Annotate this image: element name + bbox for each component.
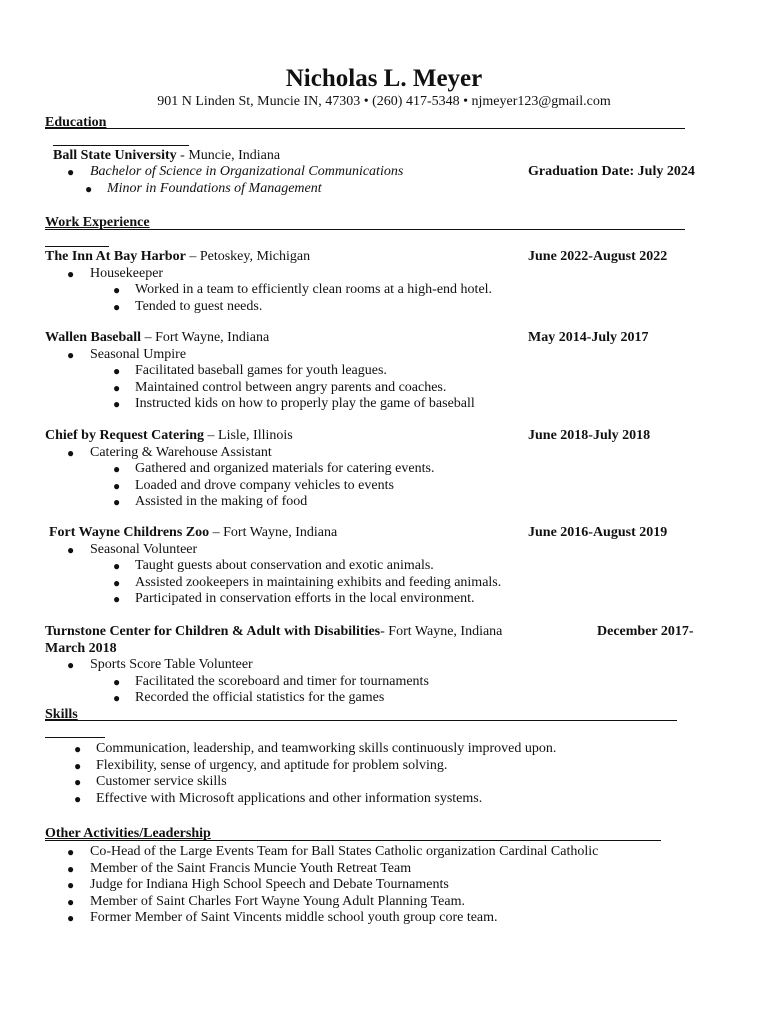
education-title: Education <box>45 115 107 130</box>
job-org: Chief by Request Catering <box>45 428 205 443</box>
job-duty <box>45 674 725 691</box>
skills-heading <box>45 707 78 724</box>
job-duty-text: Facilitated the scoreboard and timer for tournaments <box>135 673 429 689</box>
job-duty-text: Participated in conservation efforts in the local environment. <box>135 591 475 607</box>
job-duty-text: Assisted zookeepers in maintaining exhibits and feeding animals. <box>135 574 502 590</box>
job-date-continued: March 2018 <box>45 640 117 656</box>
job-role-text: Seasonal Volunteer <box>90 541 198 557</box>
job-location: – Fort Wayne, Indiana <box>141 330 270 345</box>
job-duty-text: Taught guests about conservation and exotic animals. <box>135 558 434 574</box>
activity-text: Co-Head of the Large Events Team for Ball States Catholic organization Cardinal Catholic <box>90 844 599 859</box>
job-duty <box>45 690 725 707</box>
activity-item <box>45 861 725 878</box>
activities-title: Other Activities/Leadership <box>45 826 211 841</box>
degree-text: Bachelor of Science in Organizational Communications <box>90 164 404 179</box>
bullet-icon: ● <box>67 658 75 673</box>
job-location: – Fort Wayne, Indiana <box>209 525 338 540</box>
skill-item <box>45 791 725 808</box>
job-duty <box>45 591 729 608</box>
job-duty-text: Tended to guest needs. <box>135 298 263 314</box>
job-role <box>45 266 725 283</box>
job-role-text: Sports Score Table Volunteer <box>90 657 253 673</box>
job-role <box>45 542 729 559</box>
job-role-text: Housekeeper <box>90 265 164 281</box>
activity-text: Judge for Indiana High School Speech and Debate Tournaments <box>90 877 449 893</box>
skills-title: Skills <box>45 707 78 722</box>
job-duty <box>45 558 729 575</box>
job-org: Wallen Baseball <box>45 330 142 345</box>
job-duty-text: Facilitated baseball games for youth leagues. <box>135 363 387 379</box>
skills-list <box>45 741 725 807</box>
job-org: Fort Wayne Childrens Zoo <box>49 525 210 540</box>
activity-item <box>45 910 725 927</box>
bullet-icon: ● <box>113 674 121 689</box>
bullet-icon: ● <box>113 559 121 574</box>
graduation-date: Graduation Date: July 2024 <box>528 164 695 179</box>
activity-item <box>45 894 725 911</box>
bullet-icon: ● <box>113 397 121 412</box>
bullet-icon: ● <box>85 181 93 196</box>
bullet-icon: ● <box>113 380 121 395</box>
skill-text: Customer service skills <box>96 774 227 790</box>
activity-text: Member of the Saint Francis Muncie Youth Retreat Team <box>90 860 412 876</box>
skill-text: Communication, leadership, and teamworking skills continuously improved upon. <box>96 741 557 756</box>
skills-rule <box>45 720 677 721</box>
bullet-icon: ● <box>113 364 121 379</box>
school-name: Ball State University <box>53 148 177 163</box>
job-duty <box>45 478 725 495</box>
bullet-icon: ● <box>67 165 75 179</box>
bullet-icon: ● <box>113 592 121 607</box>
job-duty-text: Assisted in the making of food <box>135 494 308 510</box>
bullet-icon: ● <box>113 495 121 510</box>
job-duty <box>45 299 725 316</box>
job-org: The Inn At Bay Harbor <box>45 249 186 264</box>
skills-short-rule <box>45 737 105 738</box>
bullet-icon: ● <box>113 283 121 298</box>
education-entry <box>53 148 733 165</box>
job-date: June 2022-August 2022 <box>528 249 668 264</box>
work-title: Work Experience <box>45 215 150 230</box>
job-location: – Lisle, Illinois <box>204 428 293 443</box>
job-duty-text: Gathered and organized materials for catering events. <box>135 461 435 477</box>
bullet-icon: ● <box>67 347 75 362</box>
bullet-icon: ● <box>67 861 75 876</box>
education-school-rule <box>53 145 189 146</box>
job-duty <box>45 461 725 478</box>
job-org: Turnstone Center for Children & Adult with Disabilities <box>45 624 381 639</box>
activity-text: Former Member of Saint Vincents middle school youth group core team. <box>90 910 498 926</box>
bullet-icon: ● <box>74 742 82 756</box>
bullet-icon: ● <box>74 758 82 773</box>
job-duty <box>45 575 729 592</box>
education-rule <box>45 128 685 129</box>
skill-text: Effective with Microsoft applications and other information systems. <box>96 790 483 806</box>
job-role <box>45 347 725 364</box>
bullet-icon: ● <box>67 266 75 281</box>
bullet-icon: ● <box>74 791 82 806</box>
work-short-rule <box>45 246 109 247</box>
resume-name: Nicholas L. Meyer <box>285 65 483 92</box>
job-duty-text: Maintained control between angry parents and coaches. <box>135 379 447 395</box>
job-duty <box>45 494 725 511</box>
job-duty-text: Worked in a team to efficiently clean rooms at a high-end hotel. <box>135 282 493 298</box>
job-date: May 2014-July 2017 <box>528 330 649 345</box>
activity-item <box>45 844 725 861</box>
job-duty-text: Instructed kids on how to properly play the game of baseball <box>135 396 475 412</box>
bullet-icon: ● <box>113 299 121 314</box>
job-duty <box>45 380 725 397</box>
bullet-icon: ● <box>67 445 75 460</box>
skill-item <box>45 774 725 791</box>
job-role-text: Catering & Warehouse Assistant <box>90 444 272 460</box>
job-date: June 2016-August 2019 <box>528 525 668 540</box>
job-role <box>45 657 725 674</box>
education-heading <box>45 115 106 132</box>
activity-text: Member of Saint Charles Fort Wayne Young Adult Planning Team. <box>90 893 465 909</box>
activities-rule <box>45 840 661 841</box>
bullet-icon: ● <box>67 894 75 909</box>
activity-item <box>45 877 725 894</box>
minor-item <box>45 181 725 198</box>
minor-text: Minor in Foundations of Management <box>107 180 322 196</box>
bullet-icon: ● <box>113 478 121 493</box>
skill-item <box>45 758 725 775</box>
school-location: - Muncie, Indiana <box>176 148 281 163</box>
job-duty <box>45 363 725 380</box>
job-duty-text: Recorded the official statistics for the games <box>135 690 385 706</box>
bullet-icon: ● <box>113 462 121 477</box>
skill-item <box>45 741 725 758</box>
job-role <box>45 445 725 462</box>
contact-line: 901 N Linden St, Muncie IN, 47303 • (260) 417-5348 • njmeyer123@gmail.com <box>157 94 611 109</box>
activities-list <box>45 844 725 927</box>
job-date: December 2017- <box>597 624 694 639</box>
bullet-icon: ● <box>113 691 121 706</box>
bullet-icon: ● <box>74 775 82 790</box>
job-role-text: Seasonal Umpire <box>90 346 187 362</box>
work-rule <box>45 229 685 230</box>
job-location: – Petoskey, Michigan <box>185 249 311 264</box>
bullet-icon: ● <box>67 845 75 859</box>
bullet-icon: ● <box>113 575 121 590</box>
job-duty <box>45 396 725 413</box>
skill-text: Flexibility, sense of urgency, and aptitude for problem solving. <box>96 757 448 773</box>
bullet-icon: ● <box>67 542 75 557</box>
job-duty-text: Loaded and drove company vehicles to events <box>135 477 394 493</box>
job-location: - Fort Wayne, Indiana <box>380 624 503 639</box>
bullet-icon: ● <box>67 911 75 926</box>
job-duty <box>45 282 725 299</box>
job-date: June 2018-July 2018 <box>528 428 651 443</box>
bullet-icon: ● <box>67 878 75 893</box>
